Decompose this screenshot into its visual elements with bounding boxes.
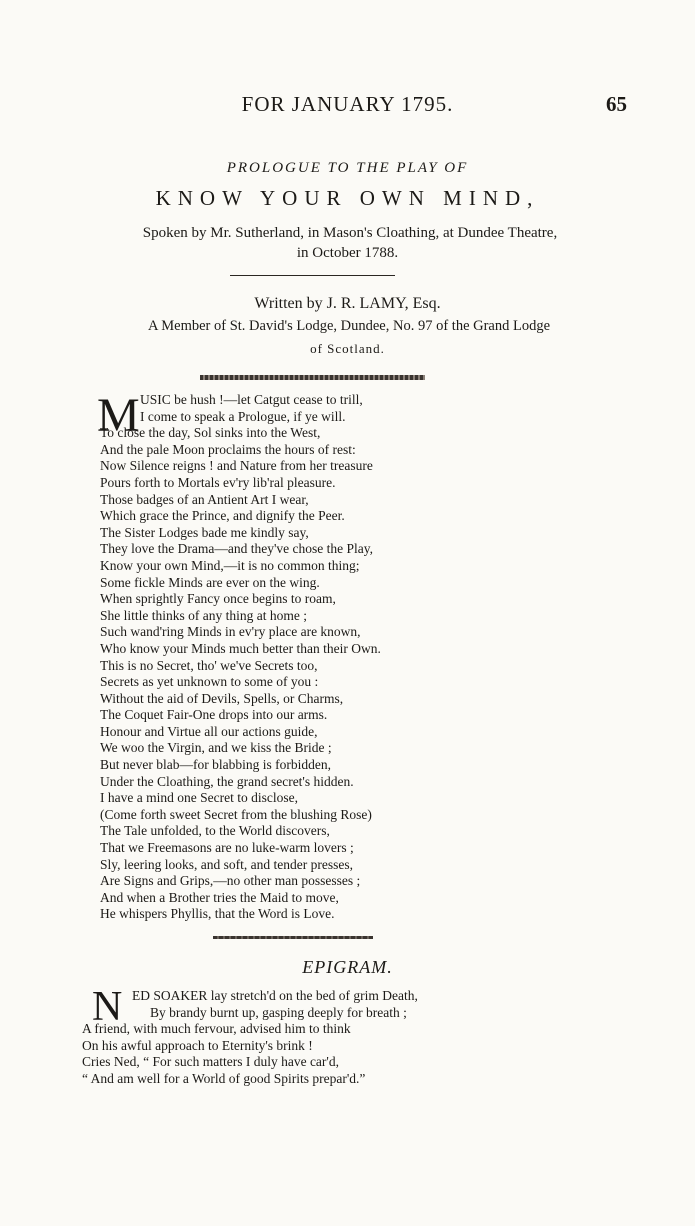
play-title: KNOW YOUR OWN MIND, [155, 186, 540, 210]
poem-line: Pours forth to Mortals ev'ry lib'ral pleasure. [100, 474, 336, 490]
poem-line: We woo the Virgin, and we kiss the Bride ; [100, 740, 332, 756]
lodge-line-continued: of Scotland. [310, 341, 385, 356]
poem-line: USIC be hush !—let Catgut cease to trill, [140, 392, 363, 407]
poem-line: The Tale unfolded, to the World discovers, [100, 823, 330, 839]
poem-line: Without the aid of Devils, Spells, or Charms, [100, 690, 344, 706]
epigram-line: By brandy burnt up, gasping deeply for breath ; [150, 1004, 407, 1020]
poem-line: Now Silence reigns ! and Nature from her treasure [100, 458, 373, 474]
epigram-line: On his awful approach to Eternity's brink ! [82, 1037, 313, 1053]
poem-line: That we Freemasons are no luke-warm lovers ; [100, 840, 354, 856]
poem-line: And the pale Moon proclaims the hours of rest: [100, 441, 356, 457]
epigram-line: “ And am well for a World of good Spirits prepar'd.” [82, 1070, 366, 1086]
epigram-line: ED SOAKER lay stretch'd on the bed of grim Death, [132, 988, 418, 1003]
ornamental-rule [200, 375, 425, 380]
poem-line: Sly, leering looks, and soft, and tender presses, [100, 856, 353, 872]
epigram-line: A friend, with much fervour, advised him to think [82, 1021, 351, 1037]
epigram-poem [82, 988, 592, 1088]
prologue-poem [100, 392, 560, 923]
prologue-title: PROLOGUE TO THE PLAY OF [226, 160, 469, 176]
poem-line: He whispers Phyllis, that the Word is Love. [100, 906, 335, 922]
ornamental-rule [213, 936, 373, 939]
poem-line: Some fickle Minds are ever on the wing. [100, 574, 320, 590]
poem-line: (Come forth sweet Secret from the blushing Rose) [100, 806, 372, 822]
epigram-dropcap: N [92, 984, 123, 1030]
poem-line: She little thinks of any thing at home ; [100, 607, 307, 623]
poem-line: This is no Secret, tho' we've Secrets too, [100, 657, 318, 673]
poem-line: Which grace the Prince, and dignify the Peer. [100, 508, 345, 524]
poem-dropcap: M [97, 389, 140, 442]
poem-line: Under the Cloathing, the grand secret's hidden. [100, 773, 354, 789]
poem-line: Those badges of an Antient Art I wear, [100, 491, 309, 507]
poem-line: Honour and Virtue all our actions guide, [100, 723, 318, 739]
poem-line: The Sister Lodges bade me kindly say, [100, 524, 309, 540]
poem-line: Know your own Mind,—it is no common thing; [100, 557, 360, 573]
poem-line: Such wand'ring Minds in ev'ry place are known, [100, 624, 361, 640]
poem-line: Who know your Minds much better than their Own. [100, 640, 381, 656]
page-number: 65 [606, 92, 627, 116]
poem-line: The Coquet Fair-One drops into our arms. [100, 707, 328, 723]
spoken-by-line: Spoken by Mr. Sutherland, in Mason's Cloathing, at Dundee Theatre, [142, 225, 558, 241]
epigram-line: Cries Ned, “ For such matters I duly have car'd, [82, 1054, 339, 1070]
author-line: Written by J. R. LAMY, Esq. [254, 295, 441, 312]
poem-line: They love the Drama—and they've chose the Play, [100, 541, 373, 557]
epigram-title: EPIGRAM. [302, 957, 393, 977]
poem-line: I come to speak a Prologue, if ye will. [140, 408, 346, 424]
poem-line: I have a mind one Secret to disclose, [100, 790, 298, 806]
date-line: in October 1788. [296, 245, 399, 261]
poem-line: And when a Brother tries the Maid to move, [100, 889, 339, 905]
poem-line: But never blab—for blabbing is forbidden, [100, 757, 331, 773]
lodge-line: A Member of St. David's Lodge, Dundee, No. 97 of the Grand Lodge [147, 318, 551, 334]
poem-line: When sprightly Fancy once begins to roam, [100, 591, 336, 607]
poem-line: Are Signs and Grips,—no other man possesses ; [100, 873, 361, 889]
running-head: FOR JANUARY 1795. [241, 92, 454, 116]
poem-line: To close the day, Sol sinks into the West, [100, 425, 321, 441]
section-rule [230, 275, 395, 276]
poem-line: Secrets as yet unknown to some of you : [100, 674, 319, 690]
